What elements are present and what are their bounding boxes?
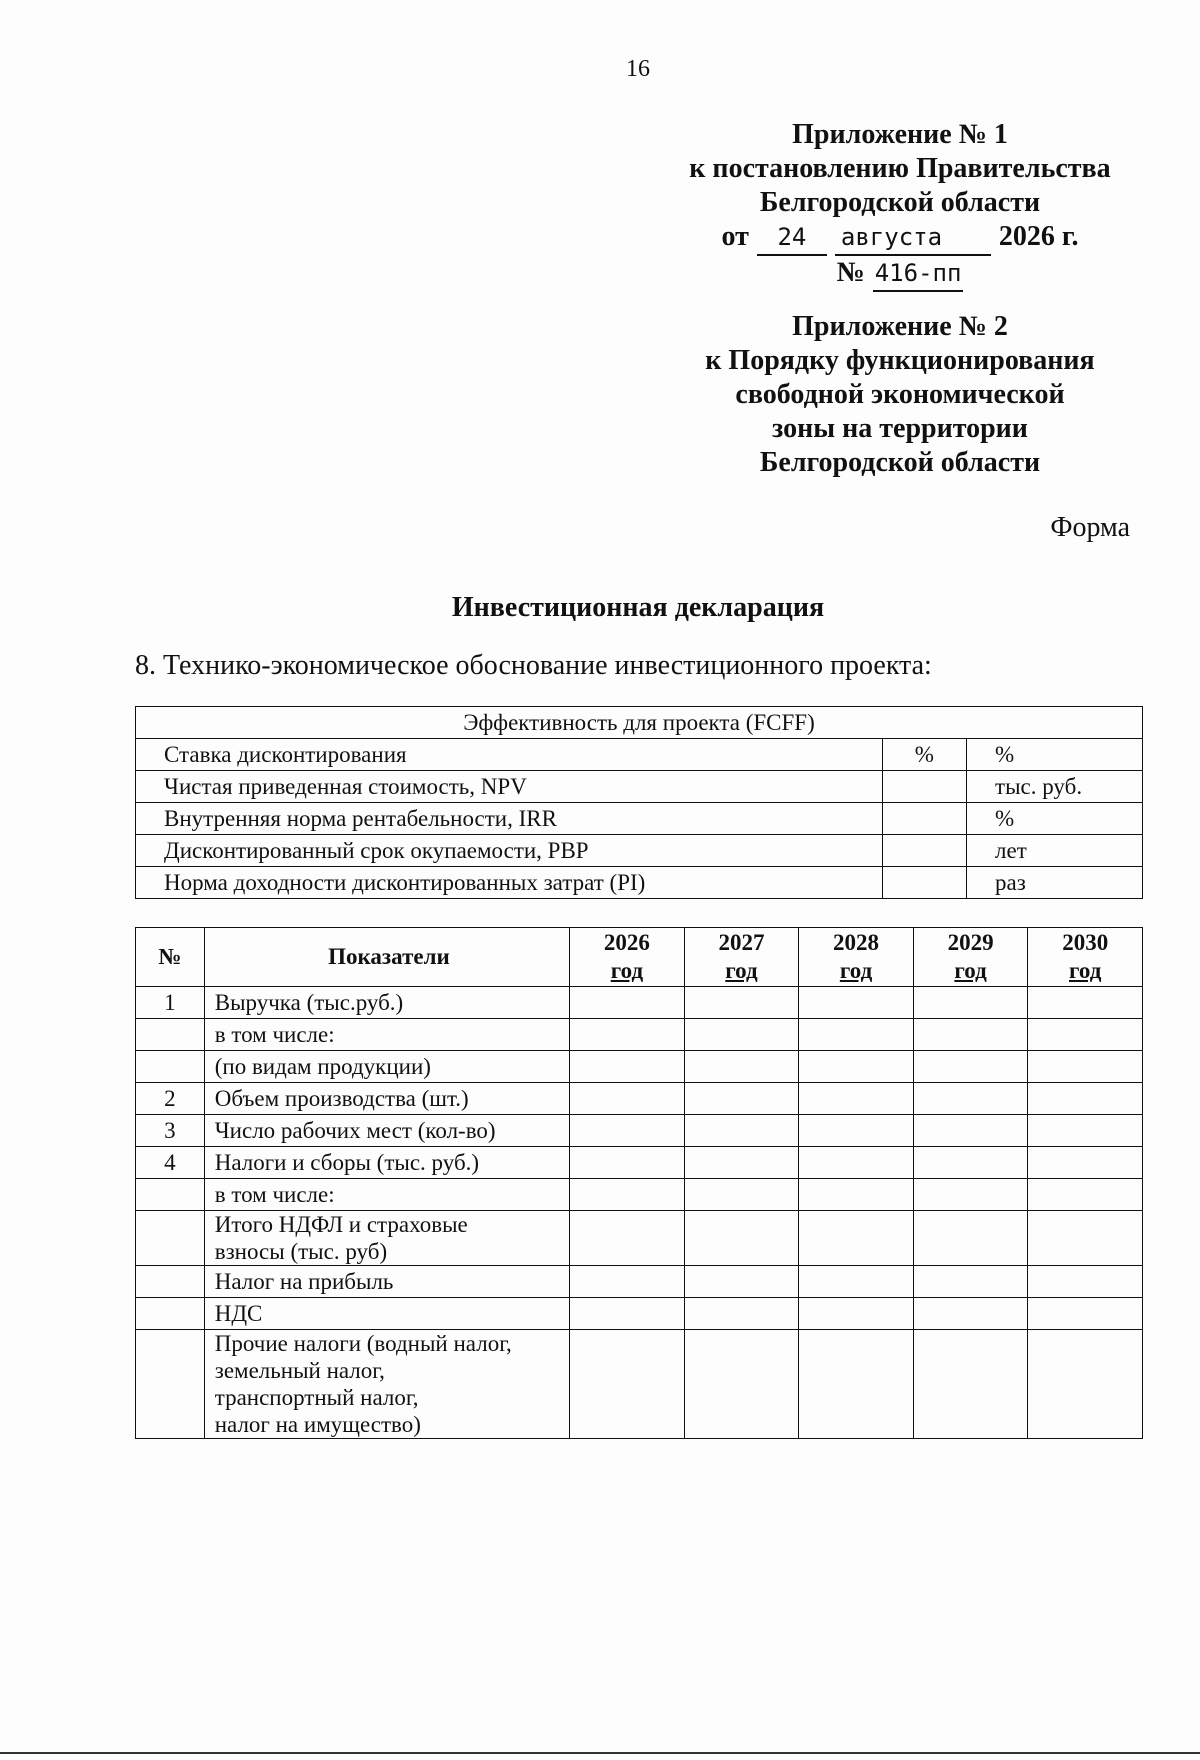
- efficiency-row: [136, 835, 1143, 867]
- table-row: [136, 1211, 1143, 1266]
- row-number: [136, 1051, 205, 1083]
- row-number: [136, 1179, 205, 1211]
- year-value-cell: [1028, 1051, 1143, 1083]
- efficiency-table: [135, 706, 1143, 899]
- date-prefix: от: [721, 221, 749, 252]
- row-indicator-line: Налоги и сборы (тыс. руб.): [214, 1150, 480, 1175]
- table-row: [136, 1179, 1143, 1211]
- annex-2-line: Белгородской области: [759, 447, 1041, 478]
- efficiency-indicator-name: Дисконтированный срок окупаемости, PBP: [136, 835, 883, 867]
- year-value-cell: [913, 1211, 1028, 1266]
- year-value-cell: [684, 1083, 799, 1115]
- table-row: [136, 1083, 1143, 1115]
- year-value-cell: [913, 1019, 1028, 1051]
- row-number: [136, 1266, 205, 1298]
- header-year-label: год: [610, 958, 644, 983]
- year-value-cell: [913, 1083, 1028, 1115]
- row-number: 2: [136, 1083, 205, 1115]
- year-value-cell: [799, 1266, 914, 1298]
- year-value-cell: [684, 987, 799, 1019]
- efficiency-value-cell: [882, 771, 966, 803]
- efficiency-unit-cell: лет: [967, 835, 1143, 867]
- header-year: [570, 928, 685, 987]
- row-indicator-name: [204, 1266, 569, 1298]
- year-value-cell: [684, 1266, 799, 1298]
- year-value-cell: [570, 1147, 685, 1179]
- year-value-cell: [799, 1330, 914, 1439]
- header-year: [1028, 928, 1143, 987]
- indicators-header-row: [136, 928, 1143, 987]
- form-label: Форма: [1050, 512, 1130, 543]
- row-indicator-line: в том числе:: [214, 1022, 335, 1047]
- year-value-cell: [1028, 1083, 1143, 1115]
- efficiency-table-header-row: [136, 707, 1143, 739]
- header-indicators: Показатели: [204, 928, 569, 987]
- efficiency-row: [136, 803, 1143, 835]
- efficiency-value-cell: [882, 867, 966, 899]
- efficiency-row: [136, 771, 1143, 803]
- year-value-cell: [913, 1179, 1028, 1211]
- year-value-cell: [799, 1179, 914, 1211]
- header-year-label: год: [725, 958, 758, 983]
- header-year-number: 2030: [1062, 930, 1109, 955]
- table-row: [136, 1330, 1143, 1439]
- year-value-cell: [570, 1211, 685, 1266]
- annex-2-line: к Порядку функционирования: [705, 345, 1095, 376]
- row-number: [136, 1298, 205, 1330]
- row-indicator-name: [204, 1330, 569, 1439]
- row-indicator-line: земельный налог,: [214, 1358, 385, 1383]
- efficiency-unit-cell: %: [967, 739, 1143, 771]
- date-year: 2026 г.: [998, 221, 1079, 252]
- efficiency-row: [136, 739, 1143, 771]
- table-row: [136, 1019, 1143, 1051]
- row-number: [136, 1019, 205, 1051]
- efficiency-value-cell: %: [882, 739, 966, 771]
- year-value-cell: [570, 1298, 685, 1330]
- year-value-cell: [913, 1147, 1028, 1179]
- year-value-cell: [684, 1115, 799, 1147]
- row-indicator-name: [204, 1211, 569, 1266]
- year-value-cell: [684, 1211, 799, 1266]
- table-row: [136, 1051, 1143, 1083]
- row-indicator-line: Итого НДФЛ и страховые: [214, 1212, 468, 1237]
- year-value-cell: [799, 1298, 914, 1330]
- annex-1-title: Приложение № 1: [792, 119, 1008, 150]
- row-indicator-line: взносы (тыс. руб): [214, 1239, 388, 1264]
- header-year-number: 2026: [603, 930, 650, 955]
- year-value-cell: [1028, 1115, 1143, 1147]
- header-year-number: 2028: [833, 930, 880, 955]
- row-indicator-line: налог на имущество): [214, 1412, 421, 1437]
- year-value-cell: [570, 1330, 685, 1439]
- header-year: [799, 928, 914, 987]
- year-value-cell: [1028, 1266, 1143, 1298]
- year-value-cell: [913, 1298, 1028, 1330]
- year-value-cell: [570, 987, 685, 1019]
- row-indicator-line: Выручка (тыс.руб.): [214, 990, 404, 1015]
- row-indicator-line: транспортный налог,: [214, 1385, 419, 1410]
- header-year: [684, 928, 799, 987]
- row-indicator-line: Число рабочих мест (кол-во): [214, 1118, 496, 1143]
- header-year-number: 2029: [947, 930, 994, 955]
- year-value-cell: [570, 1019, 685, 1051]
- year-value-cell: [684, 1298, 799, 1330]
- year-value-cell: [799, 1115, 914, 1147]
- table-row: [136, 1115, 1143, 1147]
- efficiency-unit-cell: раз: [967, 867, 1143, 899]
- efficiency-value-cell: [882, 835, 966, 867]
- row-number: [136, 1211, 205, 1266]
- year-value-cell: [1028, 1147, 1143, 1179]
- year-value-cell: [684, 1051, 799, 1083]
- year-value-cell: [684, 1330, 799, 1439]
- header-number: №: [136, 928, 205, 987]
- annex-2-title: Приложение № 2: [792, 311, 1008, 342]
- document-number: 416-пп: [873, 256, 964, 292]
- annex-1-block: [640, 118, 1160, 292]
- year-value-cell: [570, 1051, 685, 1083]
- table-row: [136, 987, 1143, 1019]
- table-row: [136, 1266, 1143, 1298]
- year-value-cell: [684, 1179, 799, 1211]
- row-number: [136, 1330, 205, 1439]
- annex-1-line: к постановлению Правительства: [689, 153, 1111, 184]
- section-heading: 8. Технико-экономическое обоснование инвестиционного проекта:: [135, 650, 932, 681]
- efficiency-indicator-name: Норма доходности дисконтированных затрат (PI): [136, 867, 883, 899]
- header-year-label: год: [954, 958, 987, 983]
- year-value-cell: [799, 987, 914, 1019]
- row-indicator-name: [204, 1179, 569, 1211]
- indicators-table: [135, 927, 1143, 1439]
- year-value-cell: [570, 1266, 685, 1298]
- year-value-cell: [913, 1330, 1028, 1439]
- page-bottom-edge: [0, 1752, 1200, 1754]
- year-value-cell: [799, 1147, 914, 1179]
- year-value-cell: [1028, 1179, 1143, 1211]
- row-indicator-line: (по видам продукции): [214, 1054, 431, 1079]
- year-value-cell: [1028, 1211, 1143, 1266]
- table-row: [136, 1147, 1143, 1179]
- efficiency-unit-cell: тыс. руб.: [967, 771, 1143, 803]
- year-value-cell: [799, 1211, 914, 1266]
- year-value-cell: [913, 1115, 1028, 1147]
- year-value-cell: [684, 1019, 799, 1051]
- table-row: [136, 1298, 1143, 1330]
- annex-1-number: [640, 256, 1160, 292]
- efficiency-row: [136, 867, 1143, 899]
- annex-2-line: зоны на территории: [772, 413, 1028, 444]
- row-number: 1: [136, 987, 205, 1019]
- row-indicator-line: в том числе:: [214, 1182, 335, 1207]
- annex-2-block: [640, 310, 1160, 480]
- efficiency-table-header: Эффективность для проекта (FCFF): [136, 707, 1143, 739]
- document-title: Инвестиционная декларация: [451, 592, 825, 623]
- year-value-cell: [1028, 1019, 1143, 1051]
- date-month: августа: [835, 220, 991, 256]
- year-value-cell: [799, 1051, 914, 1083]
- header-year-label: год: [839, 958, 873, 983]
- annex-1-line: Белгородской области: [759, 187, 1041, 218]
- page-number: 16: [626, 56, 650, 82]
- year-value-cell: [570, 1083, 685, 1115]
- annex-1-date: [640, 220, 1160, 256]
- header-year: [913, 928, 1028, 987]
- row-indicator-line: Объем производства (шт.): [214, 1086, 469, 1111]
- efficiency-unit-cell: %: [967, 803, 1143, 835]
- year-value-cell: [799, 1019, 914, 1051]
- row-indicator-name: [204, 1083, 569, 1115]
- year-value-cell: [1028, 1298, 1143, 1330]
- year-value-cell: [684, 1147, 799, 1179]
- row-number: 3: [136, 1115, 205, 1147]
- year-value-cell: [913, 1051, 1028, 1083]
- year-value-cell: [913, 987, 1028, 1019]
- row-indicator-line: НДС: [214, 1301, 263, 1326]
- row-indicator-line: Прочие налоги (водный налог,: [214, 1331, 512, 1356]
- date-day: 24: [757, 220, 827, 256]
- header-year-number: 2027: [718, 930, 765, 955]
- row-indicator-line: Налог на прибыль: [214, 1269, 394, 1294]
- efficiency-indicator-name: Ставка дисконтирования: [136, 739, 883, 771]
- efficiency-value-cell: [882, 803, 966, 835]
- row-indicator-name: [204, 1019, 569, 1051]
- number-prefix: №: [836, 257, 865, 288]
- annex-2-line: свободной экономической: [735, 379, 1065, 410]
- row-indicator-name: [204, 1147, 569, 1179]
- year-value-cell: [913, 1266, 1028, 1298]
- row-number: 4: [136, 1147, 205, 1179]
- row-indicator-name: [204, 1298, 569, 1330]
- row-indicator-name: [204, 1115, 569, 1147]
- efficiency-indicator-name: Чистая приведенная стоимость, NPV: [136, 771, 883, 803]
- year-value-cell: [570, 1179, 685, 1211]
- row-indicator-name: [204, 1051, 569, 1083]
- row-indicator-name: [204, 987, 569, 1019]
- efficiency-indicator-name: Внутренняя норма рентабельности, IRR: [136, 803, 883, 835]
- year-value-cell: [1028, 987, 1143, 1019]
- year-value-cell: [799, 1083, 914, 1115]
- header-year-label: год: [1069, 958, 1102, 983]
- year-value-cell: [570, 1115, 685, 1147]
- year-value-cell: [1028, 1330, 1143, 1439]
